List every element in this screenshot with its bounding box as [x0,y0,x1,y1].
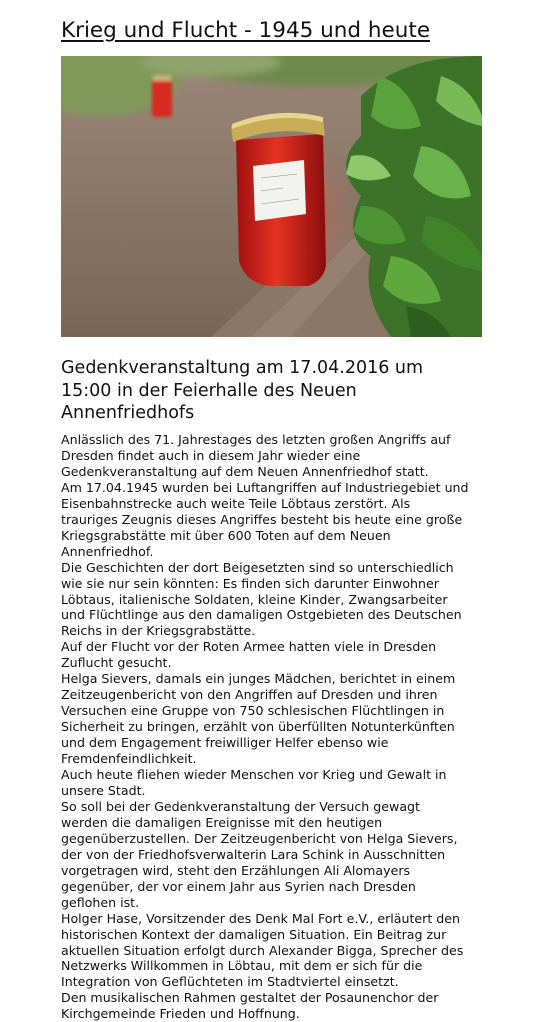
body-line: werden die damaligen Ereignisse mit den heutigen [61,814,383,830]
body-line: der von der Friedhofsverwalterin Lara Schink in Ausschnitten [61,846,446,862]
body-line: Holger Hase, Vorsitzender des Denk Mal Fort e.V., erläutert den [61,910,461,926]
subtitle-line: Annenfriedhofs [61,403,195,423]
body-line: Zeitzeugenbericht von den Angriffen auf Dresden und ihren [61,687,438,703]
body-line: Den musikalischen Rahmen gestaltet der Posaunenchor der [61,990,439,1006]
event-subtitle [61,357,481,425]
body-line: Anlässlich des 71. Jahrestages des letzten großen Angriffs auf [61,432,451,447]
body-line: Helga Sievers, damals ein junges Mädchen, berichtet in einem [61,671,456,687]
body-line: wie sie nur sein könnten: Es finden sich darunter Einwohner [61,575,439,591]
body-line: Löbtaus, italienische Soldaten, kleine Kinder, Zwangsarbeiter [61,591,448,607]
body-line: Am 17.04.1945 wurden bei Luftangriffen auf Industriegebiet und [61,479,469,495]
body-line: Die Geschichten der dort Beigesetzten sind so unterschiedlich [61,559,454,575]
body-line: und dem Engagement freiwilliger Helfer ebenso wie [61,735,389,751]
body-line: und Flüchtlinge aus den damaligen Ostgebieten des Deutschen [61,607,462,623]
article-photo [61,56,482,337]
body-line: Versuchen eine Gruppe von 750 schlesischen Flüchtlingen in [61,703,445,719]
body-line: Gedenkveranstaltung auf dem Neuen Annenfriedhof statt. [61,463,429,479]
article-body [61,432,486,1022]
body-line: Integration von Geflüchteten im Stadtviertel einsetzt. [61,974,399,990]
grave-candle-photo-icon [61,56,482,337]
subtitle-line: 15:00 in der Feierhalle des Neuen [61,380,357,401]
body-line: geflohen ist. [61,894,140,910]
distant-candle-shape [152,79,172,117]
body-line: gegenüber, der vor einem Jahr aus Syrien nach Dresden [61,878,416,894]
body-line: Kirchgemeinde Frieden und Hoffnung. [61,1006,300,1022]
body-line: trauriges Zeugnis dieses Angriffes besteht bis heute eine große [61,511,463,527]
body-line: Netzwerks Willkommen in Löbtau, mit dem er sich für die [61,958,423,974]
subtitle-line: Gedenkveranstaltung am 17.04.2016 um [61,358,424,378]
article [61,0,486,1022]
body-line: Eisenbahnstrecke auch weite Teile Löbtaus zerstört. Als [61,495,411,511]
body-line: Fremdenfeindlichkeit. [61,751,197,767]
candle-label-shape [253,160,306,221]
body-line: historischen Kontext der damaligen Situation. Ein Beitrag zur [61,926,447,942]
body-line: Reichs in der Kriegsgrabstätte. [61,623,256,639]
body-line: gegenüberzustellen. Der Zeitzeugenbericht von Helga Sievers, [61,830,458,846]
body-line: Dresden findet auch in diesem Jahr wieder eine [61,447,361,463]
body-line: Auf der Flucht vor der Roten Armee hatten viele in Dresden [61,639,437,655]
article-title: Krieg und Flucht - 1945 und heute [61,18,431,43]
body-line: Kriegsgrabstätte mit über 600 Toten auf dem Neuen [61,527,391,543]
body-line: vorgetragen wird, steht den Erzählungen Ali Alomayers [61,862,411,878]
body-line: Annenfriedhof. [61,543,154,559]
body-line: Sicherheit zu bringen, erzählt von überfüllten Notunterkünften [61,719,455,735]
body-line: Auch heute fliehen wieder Menschen vor Krieg und Gewalt in [61,767,447,783]
body-line: Zuflucht gesucht. [61,655,172,671]
body-line: aktuellen Situation erfolgt durch Alexander Bigga, Sprecher des [61,942,464,958]
body-line: So soll bei der Gedenkveranstaltung der Versuch gewagt [61,798,420,814]
body-line: unsere Stadt. [61,782,146,798]
